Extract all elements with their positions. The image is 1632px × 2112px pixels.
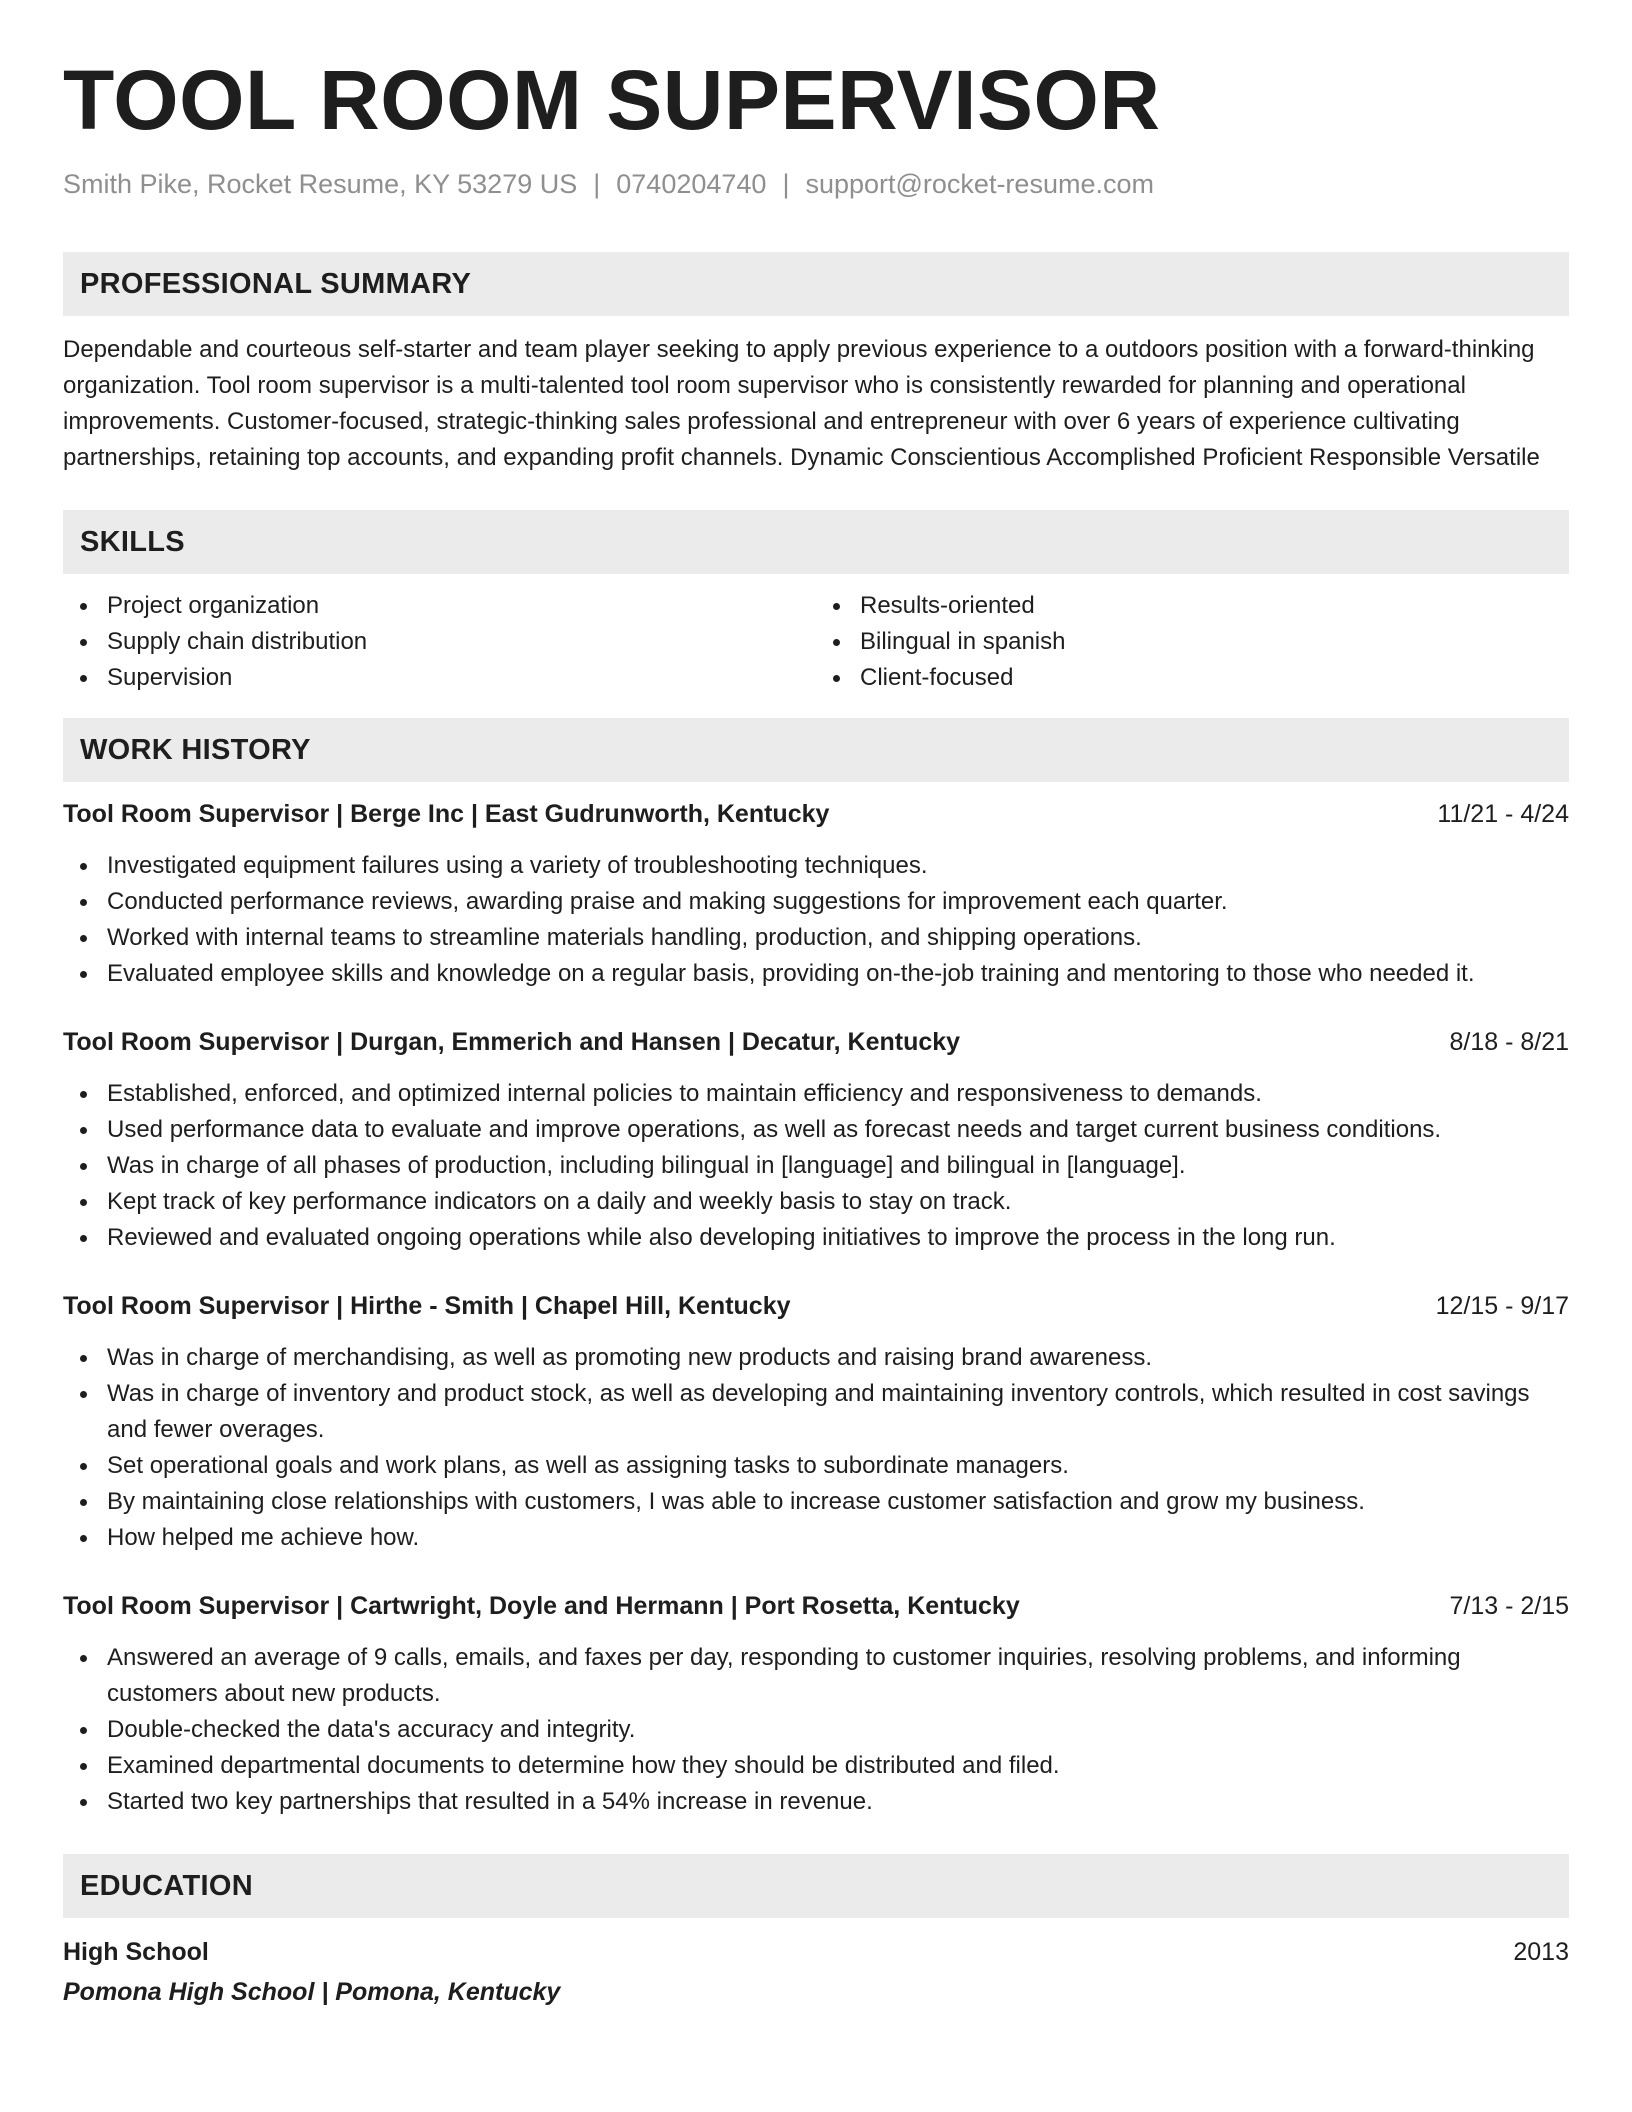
education-heading: EDUCATION (63, 1854, 1569, 1918)
job-bullets (63, 848, 1569, 992)
job-bullet: Started two key partnerships that resulted in a 54% increase in revenue. (63, 1784, 1569, 1820)
summary-text: Dependable and courteous self-starter and team player seeking to apply previous experience to a outdoors position with a forward-thinking organization. Tool room supervisor is a multi-talented tool room supervisor who is consistently rewarded for planning and operational improvements. Customer-focused, strategic-thinking sales professional and entrepreneur with over 6 years of experience cultivating partnerships, retaining top accounts, and expanding profit channels. Dynamic Conscientious Accomplished Proficient Responsible Versatile (63, 336, 1540, 471)
contact-separator: | (593, 169, 601, 199)
job-bullet: Was in charge of inventory and product stock, as well as developing and maintaining inventory controls, which resulted in cost savings and fewer overages. (63, 1376, 1569, 1448)
job-dates: 11/21 - 4/24 (1437, 800, 1569, 828)
job-bullet: Set operational goals and work plans, as well as assigning tasks to subordinate managers. (63, 1448, 1569, 1484)
job-entry (63, 1288, 1569, 1556)
job-dates: 8/18 - 8/21 (1449, 1028, 1569, 1056)
skill-item: Bilingual in spanish (816, 624, 1569, 660)
job-dates: 12/15 - 9/17 (1435, 1292, 1569, 1320)
job-bullet: Double-checked the data's accuracy and integrity. (63, 1712, 1569, 1748)
work-history-heading: WORK HISTORY (63, 718, 1569, 782)
contact-separator: | (782, 169, 790, 199)
contact-phone: 0740204740 (616, 169, 767, 199)
skill-item: Client-focused (816, 660, 1569, 696)
job-entry (63, 796, 1569, 992)
job-bullets (63, 1640, 1569, 1820)
education-year: 2013 (1513, 1938, 1569, 1966)
skill-item: Results-oriented (816, 588, 1569, 624)
job-bullet: Was in charge of all phases of production, including bilingual in [language] and bilingual in [language]. (63, 1148, 1569, 1184)
job-entry (63, 1024, 1569, 1256)
skills-grid (63, 588, 1569, 696)
contact-email: support@rocket-resume.com (805, 169, 1154, 199)
skills-column-right (816, 588, 1569, 696)
education-degree: High School (63, 1938, 209, 1966)
skill-item: Project organization (63, 588, 816, 624)
education-header (63, 1934, 1569, 1970)
job-bullet: How helped me achieve how. (63, 1520, 1569, 1556)
skills-heading: SKILLS (63, 510, 1569, 574)
job-header (63, 796, 1569, 832)
job-bullet: Used performance data to evaluate and improve operations, as well as forecast needs and target current business conditions. (63, 1112, 1569, 1148)
job-bullet: Worked with internal teams to streamline materials handling, production, and shipping operations. (63, 920, 1569, 956)
job-dates: 7/13 - 2/15 (1449, 1592, 1569, 1620)
job-header (63, 1588, 1569, 1624)
job-bullet: Reviewed and evaluated ongoing operations while also developing initiatives to improve the process in the long run. (63, 1220, 1569, 1256)
job-title: Tool Room Supervisor | Cartwright, Doyle and Hermann | Port Rosetta, Kentucky (63, 1592, 1020, 1620)
job-bullet: Conducted performance reviews, awarding praise and making suggestions for improvement each quarter. (63, 884, 1569, 920)
resume-name: TOOL ROOM SUPERVISOR (63, 53, 1161, 147)
job-entry (63, 1588, 1569, 1820)
job-bullet: Established, enforced, and optimized internal policies to maintain efficiency and responsiveness to demands. (63, 1076, 1569, 1112)
job-bullet: Evaluated employee skills and knowledge on a regular basis, providing on-the-job training and mentoring to those who needed it. (63, 956, 1569, 992)
job-title: Tool Room Supervisor | Berge Inc | East Gudrunworth, Kentucky (63, 800, 830, 828)
contact-address: Smith Pike, Rocket Resume, KY 53279 US (63, 169, 578, 199)
education-school: Pomona High School | Pomona, Kentucky (63, 1978, 561, 2006)
contact-line (63, 166, 1569, 202)
summary-heading: PROFESSIONAL SUMMARY (63, 252, 1569, 316)
job-title: Tool Room Supervisor | Hirthe - Smith | Chapel Hill, Kentucky (63, 1292, 791, 1320)
job-header (63, 1288, 1569, 1324)
skills-column-left (63, 588, 816, 696)
job-bullet: Kept track of key performance indicators on a daily and weekly basis to stay on track. (63, 1184, 1569, 1220)
job-header (63, 1024, 1569, 1060)
job-bullets (63, 1076, 1569, 1256)
skill-item: Supervision (63, 660, 816, 696)
job-title: Tool Room Supervisor | Durgan, Emmerich and Hansen | Decatur, Kentucky (63, 1028, 961, 1056)
skill-item: Supply chain distribution (63, 624, 816, 660)
education-entry (63, 1934, 1569, 2010)
job-bullet: By maintaining close relationships with customers, I was able to increase customer satisfaction and grow my business. (63, 1484, 1569, 1520)
job-bullet: Answered an average of 9 calls, emails, and faxes per day, responding to customer inquiries, resolving problems, and informing customers about new products. (63, 1640, 1569, 1712)
job-bullet: Was in charge of merchandising, as well as promoting new products and raising brand awareness. (63, 1340, 1569, 1376)
job-bullets (63, 1340, 1569, 1556)
job-bullet: Examined departmental documents to determine how they should be distributed and filed. (63, 1748, 1569, 1784)
job-bullet: Investigated equipment failures using a variety of troubleshooting techniques. (63, 848, 1569, 884)
